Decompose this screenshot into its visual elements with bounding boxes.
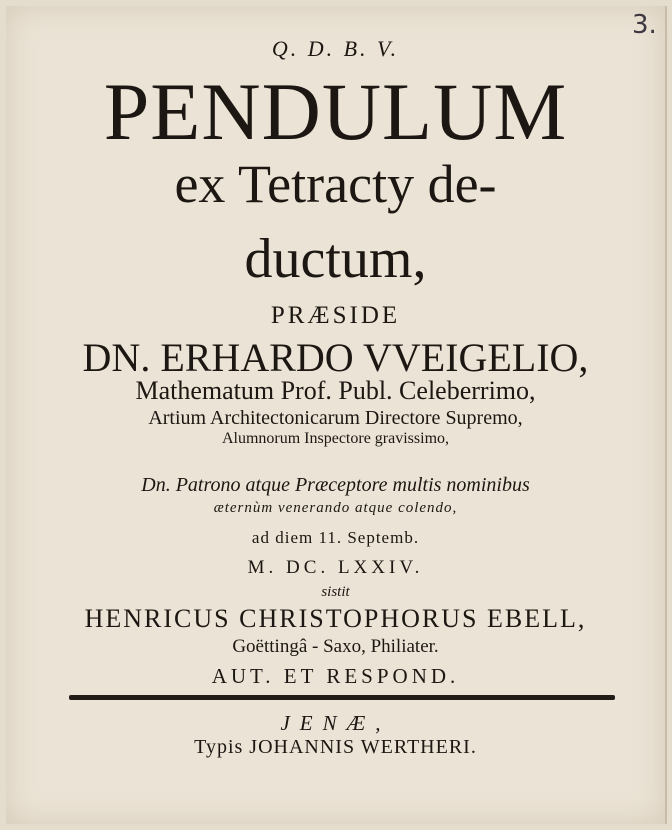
dedication-line-2: æternùm venerando atque colendo, (213, 500, 458, 516)
praeses-title-3: Alumnorum Inspectore gravissimo, (221, 430, 450, 447)
divider-rule (69, 695, 615, 700)
praeses-title-1: Mathematum Prof. Publ. Celeberrimo, (135, 376, 536, 405)
printer-line: Typis JOHANNIS WERTHERI. (194, 736, 477, 758)
praeses-name: DN. ERHARDO VVEIGELIO, (82, 335, 589, 380)
role-line: AUT. ET RESPOND. (211, 664, 460, 688)
title-page (6, 6, 667, 824)
dedication-line-1: Dn. Patrono atque Præceptore multis nominibus (141, 474, 530, 496)
praeside-heading: PRÆSIDE (270, 302, 401, 329)
sistit-word: sistit (321, 584, 350, 600)
place-of-printing: JENÆ, (280, 711, 391, 735)
respondent-origin: Goëttingâ - Saxo, Philiater. (232, 636, 439, 657)
date-line: ad diem 11. Septemb. (251, 528, 420, 547)
title-line-2: ex Tetracty de- (174, 154, 497, 214)
title-line-1: PENDULUM (103, 66, 568, 157)
year: M. DC. LXXIV. (247, 557, 424, 578)
page-number: 3. (632, 10, 657, 40)
praeses-title-2: Artium Architectonicarum Directore Supremo, (148, 407, 523, 429)
invocation: Q. D. B. V. (271, 36, 400, 61)
respondent-name: HENRICUS CHRISTOPHORUS EBELL, (84, 604, 587, 633)
title-line-3: ductum, (244, 228, 427, 290)
